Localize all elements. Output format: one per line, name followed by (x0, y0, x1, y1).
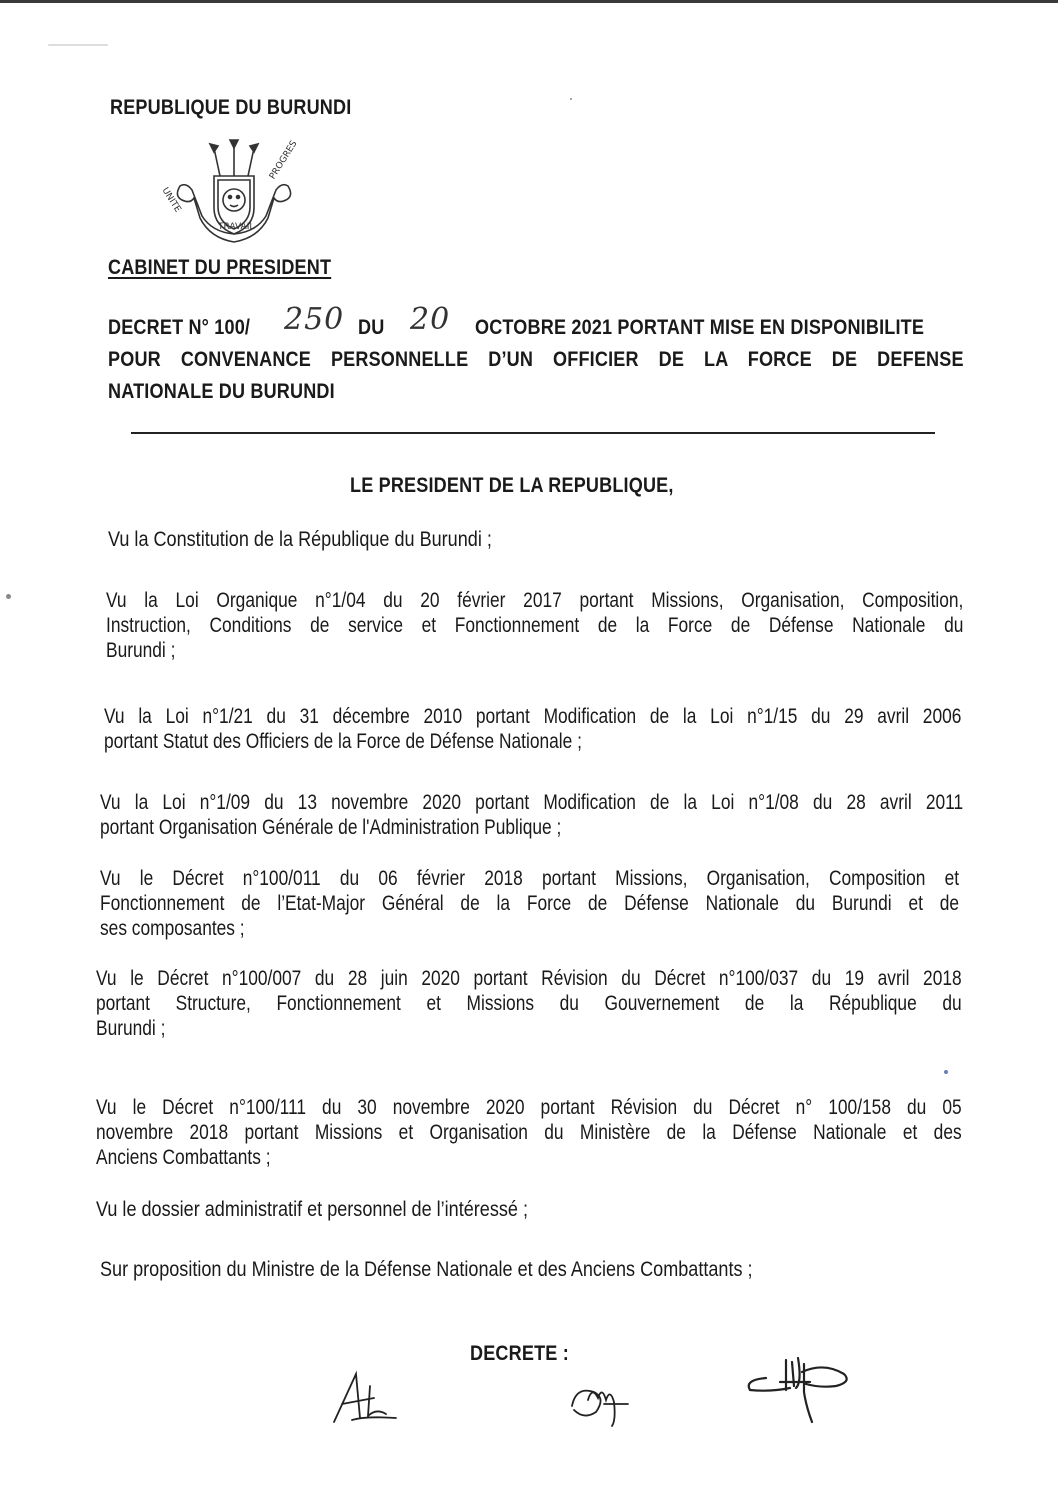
decree-title-line3: NATIONALE DU BURUNDI (108, 380, 335, 403)
consideration-loi-statut-officiers: Vu la Loi n°1/21 du 31 décembre 2010 portant Modification de la Loi n°1/15 du 29 avril 2006 portant Statut des Officiers de la Force de Défense Nationale ; (104, 705, 962, 753)
decrete-heading: DECRETE : (470, 1342, 569, 1365)
consideration-constitution: Vu la Constitution de la République du Burundi ; (108, 528, 492, 551)
consideration-decret-etat-major: Vu le Décret n°100/011 du 06 février 2018 portant Missions, Organisation, Composition et Fonctionnement de l’Etat-Major Général de la Force de Défense Nationale du Burundi et de ses composantes ; (100, 867, 960, 940)
decree-title-line2: POUR CONVENANCE PERSONNELLE D’UN OFFICIER DE LA FORCE DE DEFENSE (108, 348, 964, 371)
president-heading: LE PRESIDENT DE LA REPUBLIQUE, (350, 474, 674, 497)
initials-signature-center (566, 1376, 646, 1428)
scan-speck (48, 44, 108, 46)
decree-day-handwritten: 20 (410, 302, 451, 337)
emblem-motto-left: UNITE (159, 186, 183, 215)
consideration-decret-ministere: Vu le Décret n°100/111 du 30 novembre 2020 portant Révision du Décret n° 100/158 du 05 novembre 2018 portant Missions et Organisation du Ministère de la Défense Nationale et des Anciens Combattants ; (96, 1096, 962, 1169)
decree-title-prefix: DECRET N° 100/ (108, 316, 251, 339)
decree-title-du: DU (358, 316, 385, 339)
title-divider (131, 432, 935, 434)
initials-signature-right (740, 1352, 860, 1424)
emblem-motto-center: TRAVAIL (218, 222, 255, 232)
emblem-motto-right: PROGRES (268, 139, 300, 182)
decree-title-line1: OCTOBRE 2021 PORTANT MISE EN DISPONIBILITE (475, 316, 925, 339)
proposal-line: Sur proposition du Ministre de la Défense Nationale et des Anciens Combattants ; (100, 1258, 753, 1281)
cabinet-heading: CABINET DU PRESIDENT (108, 256, 332, 279)
republic-heading: REPUBLIQUE DU BURUNDI (110, 96, 352, 119)
consideration-dossier: Vu le dossier administratif et personnel de l’intéressé ; (96, 1198, 528, 1221)
coat-of-arms-emblem (170, 138, 298, 250)
consideration-loi-administration: Vu la Loi n°1/09 du 13 novembre 2020 portant Modification de la Loi n°1/08 du 28 avril 2011 portant Organisation Générale de l'Administration Publique ; (100, 791, 964, 839)
initials-signature-left (326, 1368, 402, 1428)
scan-speck (944, 1070, 948, 1074)
scan-speck (6, 594, 11, 599)
decree-number-handwritten: 250 (284, 302, 345, 337)
scan-speck (570, 98, 572, 100)
page-top-edge (0, 0, 1058, 3)
consideration-loi-organique: Vu la Loi Organique n°1/04 du 20 février 2017 portant Missions, Organisation, Composition, Instruction, Conditions de service et Fonctionnement de la Force de Défense Nationale du Burundi ; (106, 589, 964, 662)
consideration-decret-gouvernement: Vu le Décret n°100/007 du 28 juin 2020 portant Révision du Décret n°100/037 du 19 avril 2018 portant Structure, Fonctionnement et Missions du Gouvernement de la République du Burundi ; (96, 967, 962, 1040)
